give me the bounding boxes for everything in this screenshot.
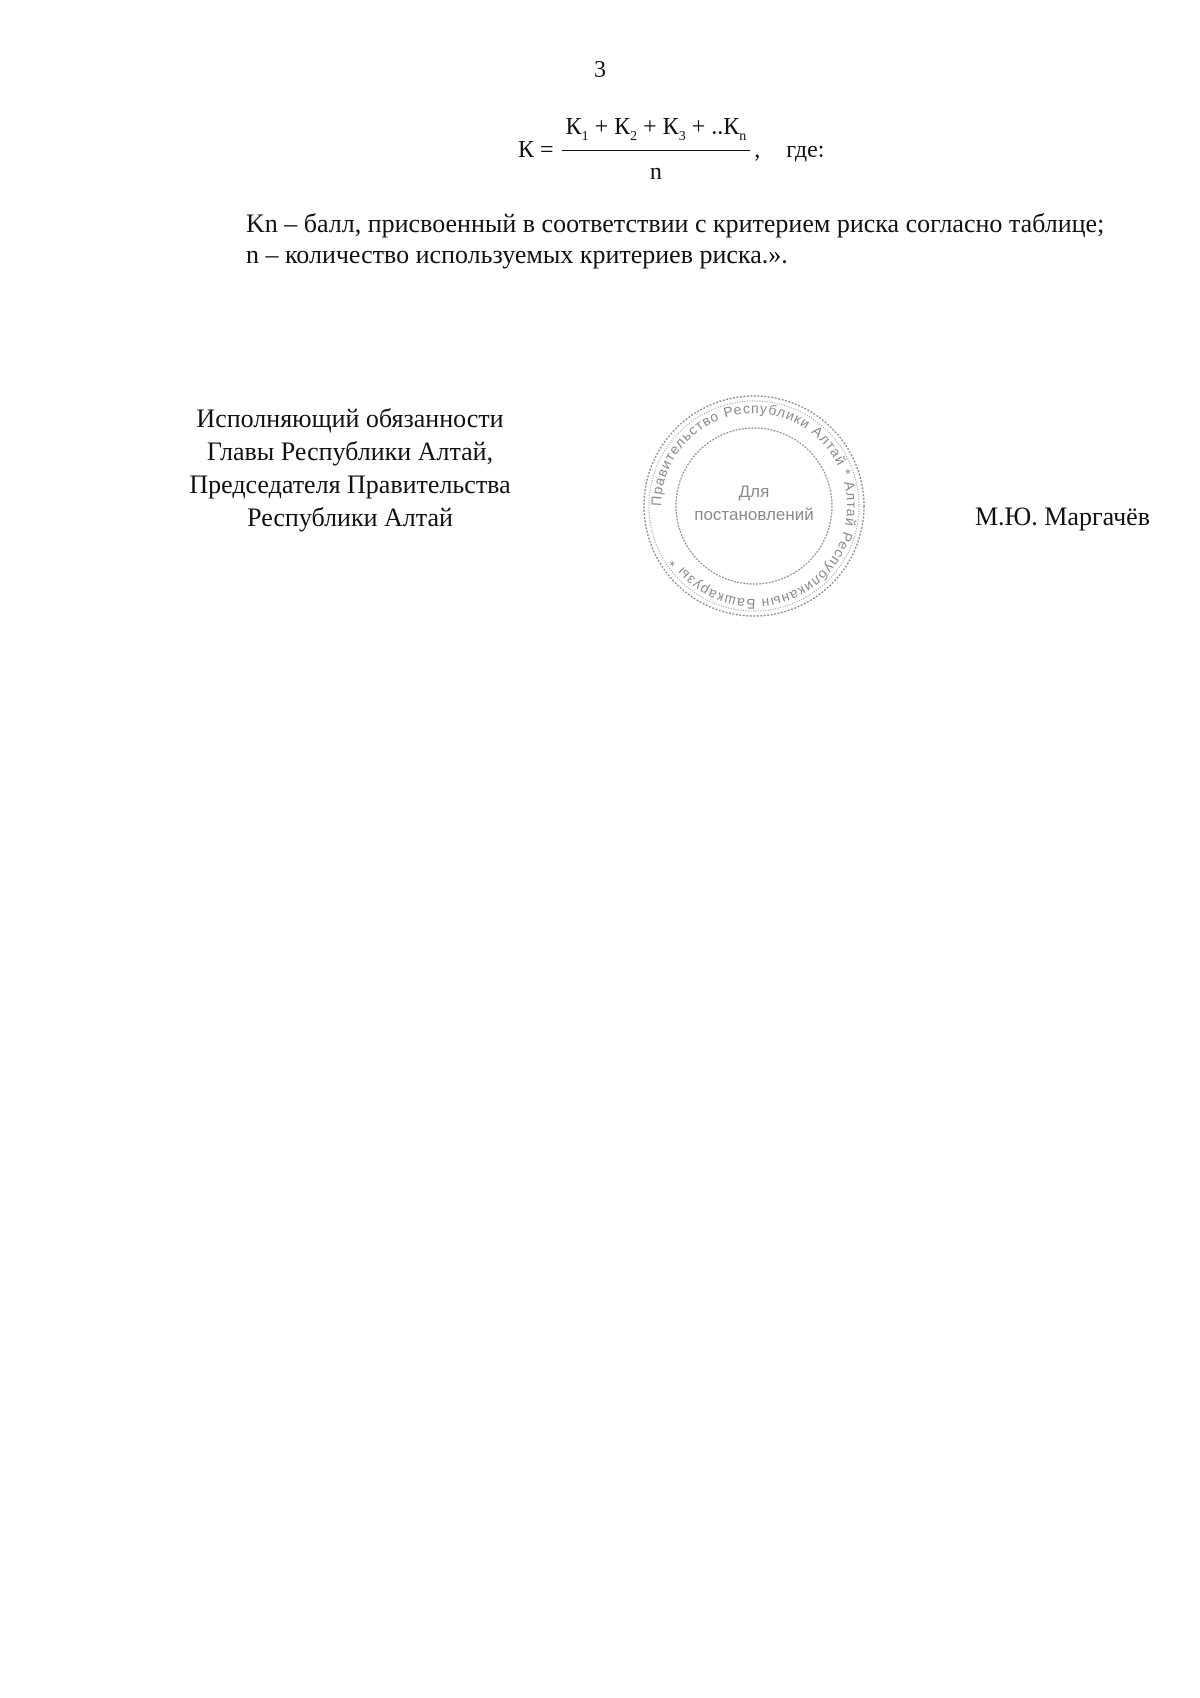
signatory-position <box>160 402 540 534</box>
official-seal-stamp <box>641 393 867 619</box>
formula-denominator: n <box>649 158 662 185</box>
position-line: Главы Республики Алтай, <box>206 437 494 466</box>
seal-outer-text: Правительство Республики Алтай * Алтай Республиканын Башкарузы * <box>647 399 861 613</box>
page-number: 3 <box>594 57 606 83</box>
seal-center-line-2: постановлений <box>694 505 814 524</box>
seal-center-line-1: Для <box>738 482 770 501</box>
formula-fraction <box>562 114 751 186</box>
signatory-name: М.Ю. Маргачёв <box>974 502 1150 531</box>
formula-suffix: где: <box>786 136 825 163</box>
position-line: Председателя Правительства <box>189 470 511 499</box>
position-line: Исполняющий обязанности <box>196 404 504 433</box>
risk-formula <box>518 110 824 190</box>
formula-comma: , <box>754 136 761 163</box>
definition-n: n – количество используемых критериев риска.». <box>246 240 788 269</box>
formula-lhs: К = <box>518 136 554 163</box>
formula-definitions <box>170 208 1142 270</box>
definition-kn: Kn – балл, присвоенный в соответствии с критерием риска согласно таблице; <box>246 209 1105 238</box>
formula-numerator: $К_1 + К_2 + К_3 + ..К_n$ <box>565 114 747 144</box>
position-line: Республики Алтай <box>247 503 453 532</box>
